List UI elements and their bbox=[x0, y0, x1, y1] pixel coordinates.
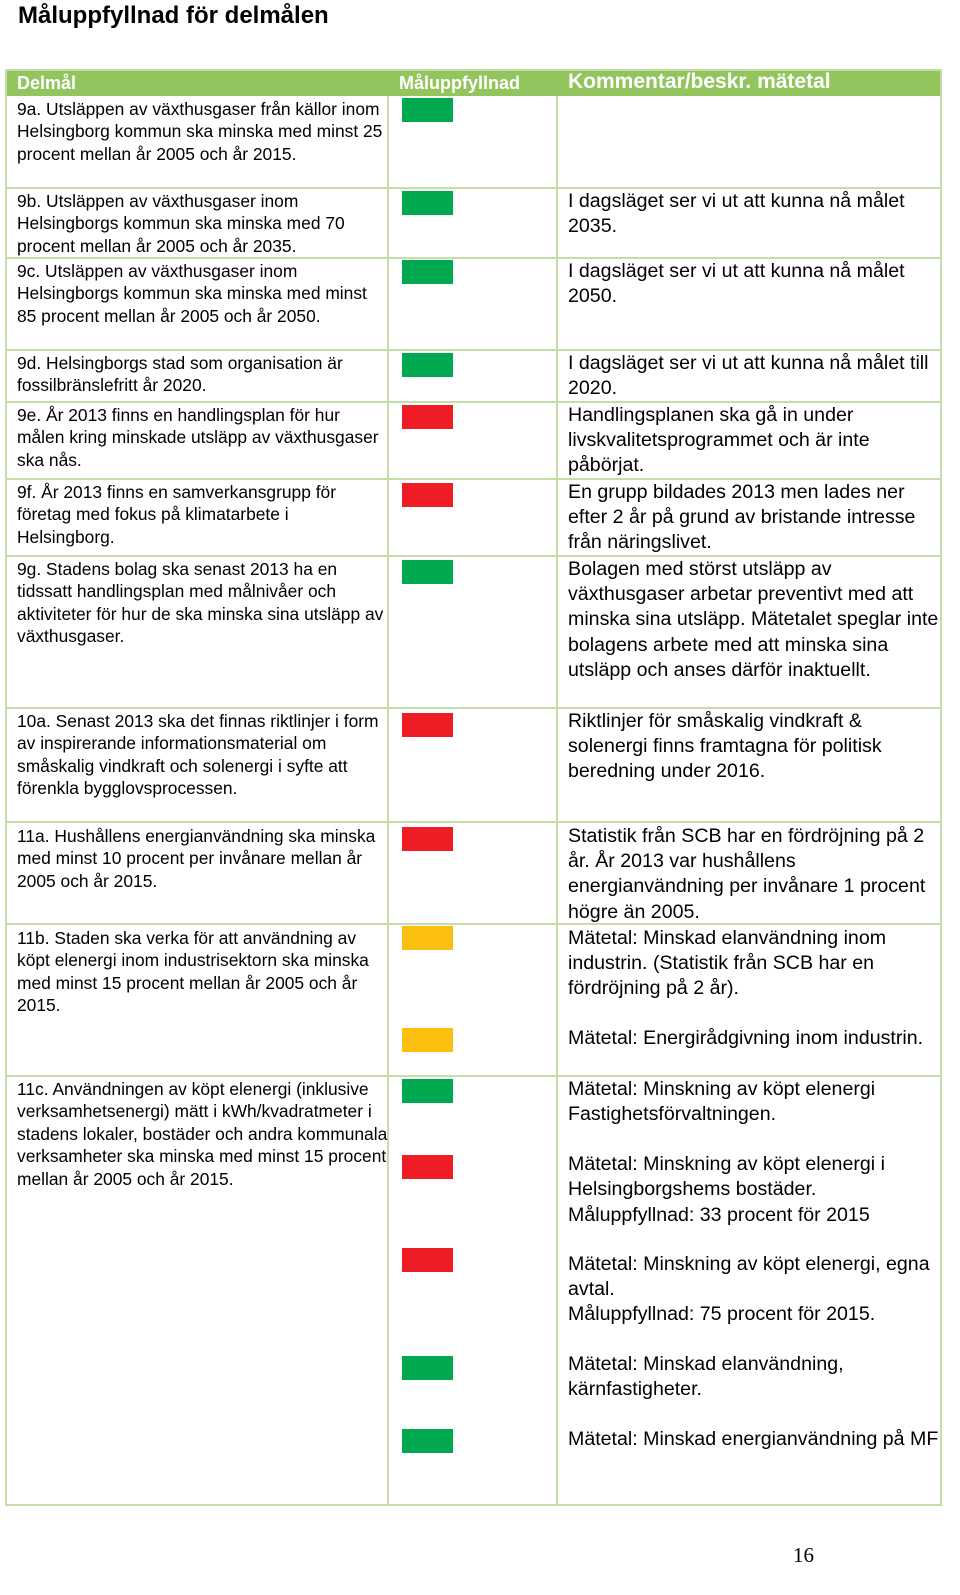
goal-11c: 11c. Användningen av köpt elenergi (inklusive verksamhetsenergi) mätt i kWh/kvadratmeter i stadens lokaler, bostäder och andra kommunala verksamheter ska minska med minst 15 procent mellan år 2005 och år 2015. bbox=[17, 1079, 388, 1189]
goal-9g: 9g. Stadens bolag ska senast 2013 ha en tidssatt handlingsplan med målnivåer och aktiviteter för hur de ska minska sina utsläpp av växthusgaser. bbox=[17, 559, 384, 647]
comment-9b: I dagsläget ser vi ut att kunna nå målet 2035. bbox=[568, 190, 905, 238]
comment-11b-industry: Mätetal: Minskad elanvändning inom industrin. (Statistik från SCB har en fördröjning på 2 år). bbox=[568, 927, 887, 1000]
goal-11a: 11a. Hushållens energianvändning ska minska med minst 10 procent per invånare mellan år 2005 och år 2015. bbox=[17, 826, 376, 891]
status-indicator bbox=[402, 926, 453, 950]
goal-9d: 9d. Helsingborgs stad som organisation är fossilbränslefritt år 2020. bbox=[17, 353, 343, 396]
status-indicator bbox=[402, 98, 453, 122]
column-divider bbox=[556, 96, 558, 1506]
comment-9g: Bolagen med störst utsläpp av växthusgaser arbetar preventivt med att minska sina utsläpp. Mätetalet speglar inte bolagens arbete med att minska sina utsläpp och anses därför inaktuellt. bbox=[568, 558, 939, 681]
goal-9e: 9e. År 2013 finns en handlingsplan för hur målen kring minskade utsläpp av växthusgaser ska nås. bbox=[17, 405, 379, 470]
goal-11b: 11b. Staden ska verka för att användning av köpt elenergi inom industrisektorn ska minska med minst 15 procent mellan år 2005 och år 2015. bbox=[17, 928, 369, 1016]
comment-11c-karnfastigheter: Mätetal: Minskad elanvändning, kärnfastigheter. bbox=[568, 1353, 844, 1401]
comment-10a: Riktlinjer för småskalig vindkraft & solenergi finns framtagna för politisk beredning under 2016. bbox=[568, 710, 882, 783]
comment-11c-fastighet: Mätetal: Minskning av köpt elenergi Fastighetsförvaltningen. bbox=[568, 1078, 876, 1126]
status-indicator bbox=[402, 1429, 453, 1453]
comment-9d: I dagsläget ser vi ut att kunna nå målet till 2020. bbox=[568, 352, 929, 400]
goal-9c: 9c. Utsläppen av växthusgaser inom Helsingborgs kommun ska minska med minst 85 procent mellan år 2005 och år 2050. bbox=[17, 261, 367, 326]
page-number: 16 bbox=[793, 1543, 814, 1567]
comment-11a: Statistik från SCB har en fördröjning på 2 år. År 2013 var hushållens energianvändning per invånare 1 procent högre än 2005. bbox=[568, 825, 926, 923]
comment-11b-advice: Mätetal: Energirådgivning inom industrin. bbox=[568, 1027, 924, 1049]
status-indicator bbox=[402, 483, 453, 507]
goal-table bbox=[5, 69, 942, 1506]
status-indicator bbox=[402, 405, 453, 429]
status-indicator bbox=[402, 260, 453, 284]
page-title: Måluppfyllnad för delmålen bbox=[18, 2, 329, 29]
comment-11c-mf: Mätetal: Minskad energianvändning på MF bbox=[568, 1428, 939, 1450]
status-indicator bbox=[402, 191, 453, 215]
comment-9f: En grupp bildades 2013 men lades ner efter 2 år på grund av bristande intresse från näringslivet. bbox=[568, 481, 916, 554]
status-indicator bbox=[402, 713, 453, 737]
status-indicator bbox=[402, 353, 453, 377]
status-indicator bbox=[402, 1028, 453, 1052]
status-indicator bbox=[402, 560, 453, 584]
comment-11c-helsingborgshem-result: Måluppfyllnad: 33 procent för 2015 bbox=[568, 1204, 870, 1226]
comment-9e: Handlingsplanen ska gå in under livskvalitetsprogrammet och är inte påbörjat. bbox=[568, 404, 870, 477]
comment-11c-egna-avtal: Mätetal: Minskning av köpt elenergi, egna avtal. bbox=[568, 1253, 930, 1301]
status-indicator bbox=[402, 1248, 453, 1272]
goal-9b: 9b. Utsläppen av växthusgaser inom Helsingborgs kommun ska minska med 70 procent mellan år 2005 och år 2035. bbox=[17, 191, 345, 256]
goal-9f: 9f. År 2013 finns en samverkansgrupp för företag med fokus på klimatarbete i Helsingborg. bbox=[17, 482, 337, 547]
header-delmal: Delmål bbox=[17, 73, 77, 93]
status-indicator bbox=[402, 827, 453, 851]
comment-9c: I dagsläget ser vi ut att kunna nå målet 2050. bbox=[568, 260, 905, 308]
row-divider bbox=[5, 821, 942, 823]
goal-10a: 10a. Senast 2013 ska det finnas riktlinjer i form av inspirerande informationsmaterial om småskalig vindkraft och solenergi i syfte att förenkla bygglovsprocessen. bbox=[17, 711, 379, 799]
status-indicator bbox=[402, 1079, 453, 1103]
status-indicator bbox=[402, 1155, 453, 1179]
goal-9a: 9a. Utsläppen av växthusgaser från källor inom Helsingborg kommun ska minska med minst 25 procent mellan år 2005 och år 2015. bbox=[17, 99, 383, 164]
header-kommentar: Kommentar/beskr. mätetal bbox=[568, 70, 831, 93]
comment-11c-egna-avtal-result: Måluppfyllnad: 75 procent för 2015. bbox=[568, 1303, 876, 1325]
header-maluppfyllnad: Måluppfyllnad bbox=[399, 73, 520, 93]
comment-11c-helsingborgshem: Mätetal: Minskning av köpt elenergi i Helsingborgshems bostäder. bbox=[568, 1153, 885, 1201]
status-indicator bbox=[402, 1356, 453, 1380]
